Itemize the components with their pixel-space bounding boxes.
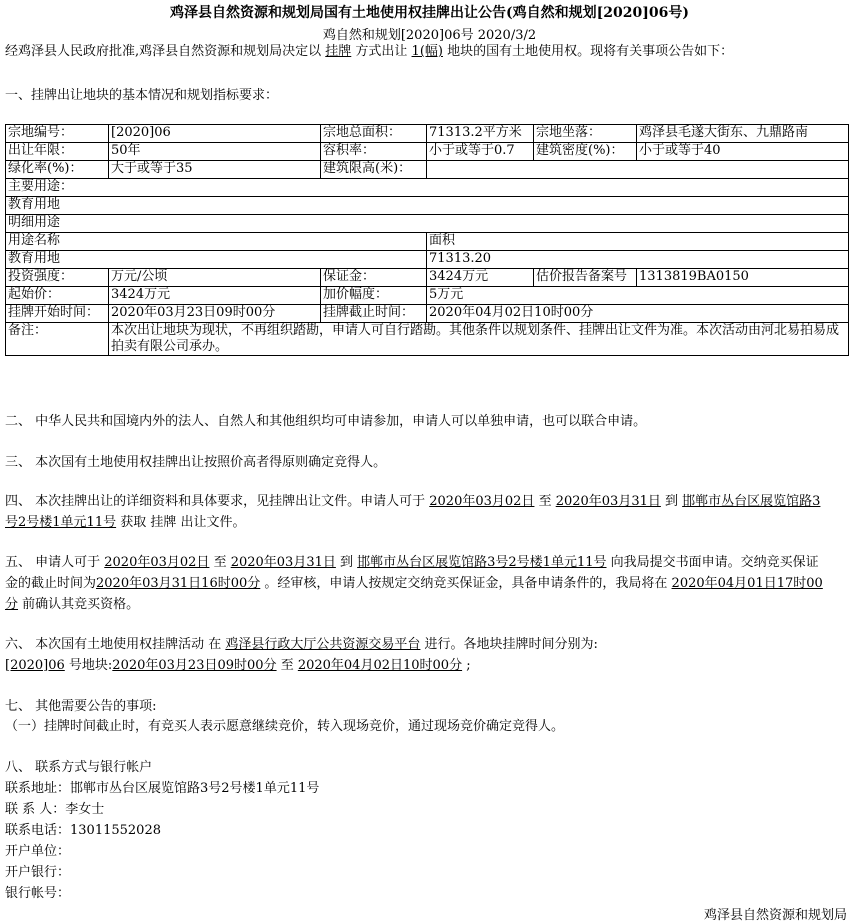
s4-address: 邯郸市丛台区展览馆路3 <box>682 494 821 509</box>
section-1-heading: 一、挂牌出让地块的基本情况和规划指标要求： <box>5 88 279 103</box>
detail-use-label: 明细用途 <box>6 215 849 233</box>
table-cell: 大于或等于35 <box>109 161 321 179</box>
table-cell: 2020年04月02日10时00分 <box>427 305 849 323</box>
bank-name: 开户银行： <box>5 865 71 880</box>
section-7-heading: 七、 其他需要公告的事项: <box>5 699 157 714</box>
section-6-line-2: [2020]06 号地块:2020年03月23日09时00分 至 2020年04月02日10时00分 ; <box>5 658 471 673</box>
table-row <box>6 197 849 215</box>
trading-platform: 鸡泽县行政大厅公共资源交易平台 <box>225 637 421 652</box>
table-cell: 保证金： <box>321 269 427 287</box>
remarks-cell: 本次出让地块为现状，不再组织踏勘，申请人可自行踏勘。其他条件以规划条件、挂牌出让文件为准。本次活动由河北易拍易成拍卖有限公司承办。 <box>109 323 849 356</box>
table-cell: 万元/公顷 <box>109 269 321 287</box>
bank-account: 银行帐号： <box>5 886 71 901</box>
bank-unit: 开户单位： <box>5 844 71 859</box>
section-6-line-1: 六、 本次国有土地使用权挂牌活动 在 鸡泽县行政大厅公共资源交易平台 进行。各地块挂牌时间分别为: <box>5 637 598 652</box>
table-cell: 用途名称 <box>6 233 427 251</box>
transfer-method: 挂牌 <box>325 44 352 59</box>
listing-end: 2020年04月02日10时00分 <box>297 658 463 673</box>
page-title: 鸡泽县自然资源和规划局国有土地使用权挂牌出让公告(鸡自然和规划[2020]06号) <box>170 5 689 21</box>
table-cell: 建筑限高(米)： <box>321 161 427 179</box>
table-cell: [2020]06 <box>109 125 321 143</box>
table-cell: 3424万元 <box>427 269 534 287</box>
contact-address: 联系地址：邯郸市丛台区展览馆路3号2号楼1单元11号 <box>5 781 320 796</box>
table-cell: 出让年限： <box>6 143 109 161</box>
table-row <box>6 305 849 323</box>
table-row <box>6 215 849 233</box>
table-cell: 50年 <box>109 143 321 161</box>
table-cell: 宗地总面积： <box>321 125 427 143</box>
section-3: 三、 本次国有土地使用权挂牌出让按照价高者得原则确定竞得人。 <box>5 455 387 470</box>
table-cell <box>427 161 849 179</box>
table-row <box>6 287 849 305</box>
section-5-line-2: 金的截止时间为2020年03月31日16时00分 。经审核，申请人按规定交纳竞买保证金，具备申请条件的，我局将在 2020年04月01日17时00 <box>5 576 823 591</box>
table-cell: 71313.2平方米 <box>427 125 534 143</box>
section-8-heading: 八、 联系方式与银行帐户 <box>5 760 153 775</box>
table-row <box>6 125 849 143</box>
table-cell: 挂牌开始时间： <box>6 305 109 323</box>
table-cell: 小于或等于40 <box>637 143 849 161</box>
deposit-deadline: 2020年03月31日16时00分 <box>96 576 261 591</box>
s5-end-date: 2020年03月31日 <box>230 555 336 570</box>
table-cell: 教育用地 <box>6 251 427 269</box>
table-cell: 备注： <box>6 323 109 356</box>
confirm-date: 2020年04月01日17时00 <box>671 576 823 591</box>
issuer-signature: 鸡泽县自然资源和规划局 <box>703 908 847 923</box>
section-7-item-1: （一）挂牌时间截止时，有竞买人表示愿意继续竞价，转入现场竞价，通过现场竞价确定竞得人。 <box>5 719 565 734</box>
table-row <box>6 161 849 179</box>
s4-address-cont: 号2号楼1单元11号 <box>5 515 117 530</box>
table-cell: 71313.20 <box>427 251 849 269</box>
main-use-label: 主要用途： <box>6 179 849 197</box>
s4-start-date: 2020年03月02日 <box>429 494 535 509</box>
parcel-count: 1(幅) <box>411 44 443 59</box>
table-row <box>6 233 849 251</box>
section-5-line-3: 分 前确认其竞买资格。 <box>5 597 140 612</box>
s5-start-date: 2020年03月02日 <box>104 555 210 570</box>
table-cell: 估价报告备案号 <box>534 269 637 287</box>
s5-address: 邯郸市丛台区展览馆路3号2号楼1单元11号 <box>357 555 607 570</box>
main-use-value: 教育用地 <box>6 197 849 215</box>
table-cell: 起始价： <box>6 287 109 305</box>
table-cell: 宗地坐落： <box>534 125 637 143</box>
table-cell: 建筑密度(%)： <box>534 143 637 161</box>
parcel-info-table <box>5 124 849 356</box>
table-cell: 面积 <box>427 233 849 251</box>
table-cell: 容积率： <box>321 143 427 161</box>
contact-person: 联 系 人：李女士 <box>5 802 105 817</box>
table-row <box>6 143 849 161</box>
parcel-number: [2020]06 <box>5 658 65 673</box>
s4-end-date: 2020年03月31日 <box>555 494 661 509</box>
document-number-date: 鸡自然和规划[2020]06号 2020/3/2 <box>322 28 537 43</box>
table-cell: 投资强度： <box>6 269 109 287</box>
table-cell: 2020年03月23日09时00分 <box>109 305 321 323</box>
section-4-line-1: 四、 本次挂牌出让的详细资料和具体要求，见挂牌出让文件。申请人可于 2020年03月02日 至 2020年03月31日 到 邯郸市丛台区展览馆路3 <box>5 494 821 509</box>
table-cell: 1313819BA0150 <box>637 269 849 287</box>
table-cell: 绿化率(%)： <box>6 161 109 179</box>
section-4-line-2: 号2号楼1单元11号 获取 挂牌 出让文件。 <box>5 515 246 530</box>
table-cell: 5万元 <box>427 287 849 305</box>
table-cell: 挂牌截止时间： <box>321 305 427 323</box>
table-cell: 宗地编号： <box>6 125 109 143</box>
table-row <box>6 323 849 356</box>
section-2: 二、 中华人民共和国境内外的法人、自然人和其他组织均可申请参加，申请人可以单独申请，也可以联合申请。 <box>5 414 647 429</box>
table-cell: 鸡泽县毛遂大街东、九鼎路南 <box>637 125 849 143</box>
intro-paragraph: 经鸡泽县人民政府批准,鸡泽县自然资源和规划局决定以 挂牌 方式出让 1(幅) 地块的国有土地使用权。现将有关事项公告如下： <box>5 44 734 59</box>
table-cell: 3424万元 <box>109 287 321 305</box>
listing-start: 2020年03月23日09时00分 <box>112 658 277 673</box>
table-row <box>6 179 849 197</box>
table-cell: 小于或等于0.7 <box>427 143 534 161</box>
table-row <box>6 251 849 269</box>
contact-phone: 联系电话：13011552028 <box>5 823 161 838</box>
table-cell: 加价幅度： <box>321 287 427 305</box>
section-5-line-1: 五、 申请人可于 2020年03月02日 至 2020年03月31日 到 邯郸市丛台区展览馆路3号2号楼1单元11号 向我局提交书面申请。交纳竞买保证 <box>5 555 819 570</box>
table-row <box>6 269 849 287</box>
